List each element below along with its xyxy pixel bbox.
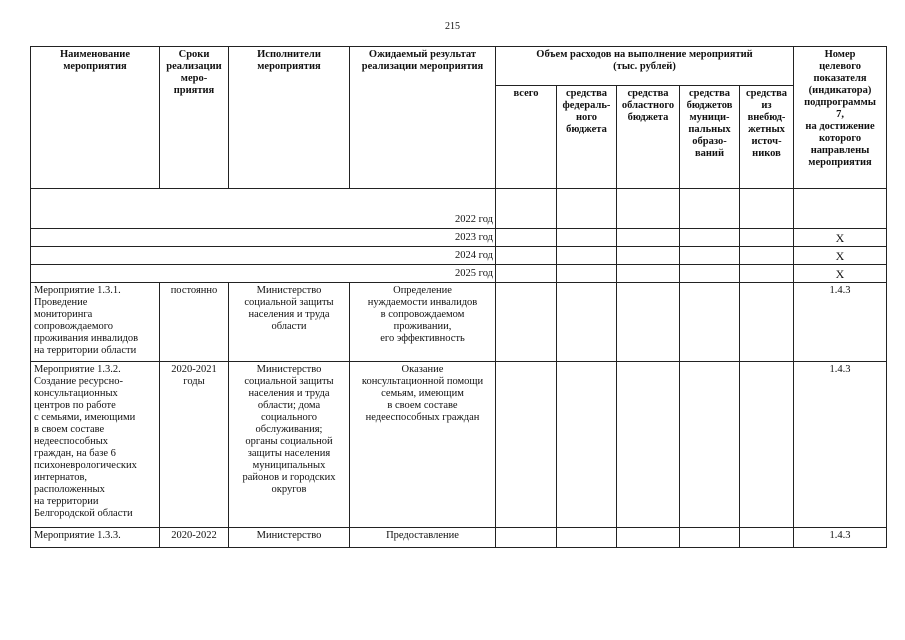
cell-regional — [617, 362, 680, 528]
measure-terms: 2020-2021 годы — [160, 362, 229, 528]
measure-name: Мероприятие 1.3.3. — [31, 528, 160, 548]
cell-regional — [617, 528, 680, 548]
cell-federal — [557, 283, 617, 362]
cell-federal — [557, 362, 617, 528]
header-expenses-group: Объем расходов на выполнение мероприятий (тыс. рублей) — [496, 47, 794, 86]
cell-extra — [740, 189, 794, 229]
cell-regional — [617, 229, 680, 247]
cell-federal — [557, 247, 617, 265]
cell-regional — [617, 189, 680, 229]
measure-terms: постоянно — [160, 283, 229, 362]
header-municipal: средства бюджетов муници- пальных образо- ваний — [680, 86, 740, 189]
year-label: 2022 год — [31, 189, 496, 229]
cell-extra — [740, 265, 794, 283]
year-indicator: Х — [794, 265, 887, 283]
cell-total — [496, 265, 557, 283]
header-executors: Исполнители мероприятия — [229, 47, 350, 189]
year-row — [31, 247, 887, 265]
measure-result: Определение нуждаемости инвалидов в сопровождаемом проживании, его эффективность — [350, 283, 496, 362]
measure-indicator: 1.4.3 — [794, 283, 887, 362]
page-number: 215 — [445, 21, 460, 32]
measure-executors: Министерство социальной защиты населения и труда области — [229, 283, 350, 362]
measure-row — [31, 283, 887, 362]
cell-municipal — [680, 362, 740, 528]
cell-total — [496, 189, 557, 229]
year-row — [31, 229, 887, 247]
measure-executors: Министерство социальной защиты населения и труда области; дома социального обслуживания; органы социальной защиты населения муниципальных районов и городских округов — [229, 362, 350, 528]
measure-result: Предоставление — [350, 528, 496, 548]
year-label: 2023 год — [31, 229, 496, 247]
measures-table — [30, 46, 887, 548]
header-federal: средства федераль- ного бюджета — [557, 86, 617, 189]
cell-regional — [617, 265, 680, 283]
cell-regional — [617, 283, 680, 362]
measure-terms: 2020-2022 — [160, 528, 229, 548]
header-total: всего — [496, 86, 557, 189]
measure-name: Мероприятие 1.3.1. Проведение мониторинга сопровождаемого проживания инвалидов на территории области — [31, 283, 160, 362]
cell-federal — [557, 189, 617, 229]
cell-extra — [740, 247, 794, 265]
year-indicator: Х — [794, 247, 887, 265]
cell-extra — [740, 283, 794, 362]
cell-total — [496, 528, 557, 548]
year-row — [31, 265, 887, 283]
measure-indicator: 1.4.3 — [794, 362, 887, 528]
header-regional: средства областного бюджета — [617, 86, 680, 189]
cell-municipal — [680, 265, 740, 283]
cell-regional — [617, 247, 680, 265]
cell-municipal — [680, 189, 740, 229]
cell-extra — [740, 528, 794, 548]
cell-total — [496, 283, 557, 362]
measure-executors: Министерство — [229, 528, 350, 548]
cell-extra — [740, 362, 794, 528]
year-row — [31, 189, 887, 229]
cell-municipal — [680, 229, 740, 247]
measure-indicator: 1.4.3 — [794, 528, 887, 548]
year-label: 2024 год — [31, 247, 496, 265]
cell-federal — [557, 265, 617, 283]
measure-name: Мероприятие 1.3.2. Создание ресурсно- консультационных центров по работе с семьями, имеющими в своем составе недееспособных граждан, на базе 6 психоневрологических интернатов, расположенных на территории Белгородской области — [31, 362, 160, 528]
header-terms: Сроки реализации меро- приятия — [160, 47, 229, 189]
header-extra: средства из внебюд- жетных источ- ников — [740, 86, 794, 189]
measure-row — [31, 528, 887, 548]
cell-total — [496, 362, 557, 528]
cell-total — [496, 229, 557, 247]
cell-municipal — [680, 283, 740, 362]
cell-municipal — [680, 247, 740, 265]
header-indicator: Номер целевого показателя (индикатора) подпрограммы 7, на достижение которого направлены мероприятия — [794, 47, 887, 189]
year-indicator: Х — [794, 229, 887, 247]
measure-row — [31, 362, 887, 528]
cell-municipal — [680, 528, 740, 548]
header-row-top — [31, 47, 887, 86]
year-label: 2025 год — [31, 265, 496, 283]
year-indicator — [794, 189, 887, 229]
cell-federal — [557, 528, 617, 548]
cell-federal — [557, 229, 617, 247]
cell-extra — [740, 229, 794, 247]
header-name: Наименование мероприятия — [31, 47, 160, 189]
measure-result: Оказание консультационной помощи семьям, имеющим в своем составе недееспособных граждан — [350, 362, 496, 528]
cell-total — [496, 247, 557, 265]
header-result: Ожидаемый результат реализации мероприятия — [350, 47, 496, 189]
